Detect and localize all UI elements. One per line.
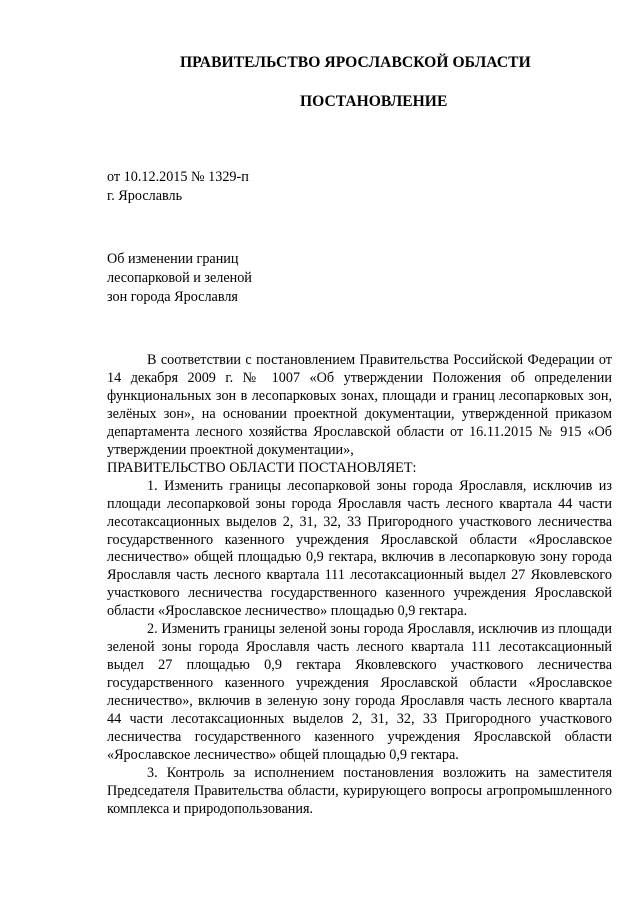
document-meta [107, 168, 249, 206]
government-title: ПРАВИТЕЛЬСТВО ЯРОСЛАВСКОЙ ОБЛАСТИ [180, 54, 531, 71]
item-paragraph-2: 2. Изменить границы зеленой зоны города Ярославля, исключив из площади зеленой зоны города Ярославля часть лесного квартала 111 лесотаксационный выдел 27 площадью 0,9 гектара Яковлевского участкового лесничества государственного казенного учреждения Ярославской области «Ярославское лесничество», включив в зеленую зону города Ярославля часть лесного квартала 44 части лесотаксационных выделов 2, 31, 32, 33 Пригородного участкового лесничества государственного казенного учреждения Ярославской области «Ярославское лесничество» общей площадью 0,9 гектара. [107, 621, 612, 763]
subject-line: лесопарковой и зеленой [107, 270, 252, 286]
subject-line: Об изменении границ [107, 251, 239, 267]
document-type-title: ПОСТАНОВЛЕНИЕ [300, 93, 448, 110]
document-subject [107, 250, 252, 307]
document-body [107, 352, 612, 819]
item-paragraph-1: 1. Изменить границы лесопарковой зоны города Ярославля, исключив из площади лесопарковой зоны города Ярославля часть лесного квартала 44 части лесотаксационных выделов 2, 31, 32, 33 Пригородного участкового лесничества государственного казенного учреждения Ярославской области «Ярославское лесничество» общей площадью 0,9 гектара, включив в лесопарковую зону города Ярославля часть лесного квартала 111 лесотаксационный выдел 27 Яковлевского участкового лесничества государственного казенного учреждения Ярославской области «Ярославское лесничество» площадью 0,9 гектара. [107, 477, 612, 620]
resolves-heading: ПРАВИТЕЛЬСТВО ОБЛАСТИ ПОСТАНОВЛЯЕТ: [107, 459, 417, 476]
preamble-paragraph: В соответствии с постановлением Правительства Российской Федерации от 14 декабря 2009 г. № 1007 «Об утверждении Положения об определении функциональных зон в лесопарковых зонах, площади и границ лесопарковых зон, зелёных зон», на основании проектной документации, утвержденной приказом департамента лесного хозяйства Ярославской области от 16.11.2015 № 915 «Об утверждении проектной документации», [107, 352, 612, 458]
item-paragraph-3: 3. Контроль за исполнением постановления возложить на заместителя Председателя Правительства области, курирующего вопросы агропромышленного комплекса и природопользования. [107, 764, 612, 817]
subject-line: зон города Ярославля [107, 289, 238, 305]
city: г. Ярославль [107, 188, 183, 204]
date-and-number: от 10.12.2015 № 1329-п [107, 169, 249, 185]
